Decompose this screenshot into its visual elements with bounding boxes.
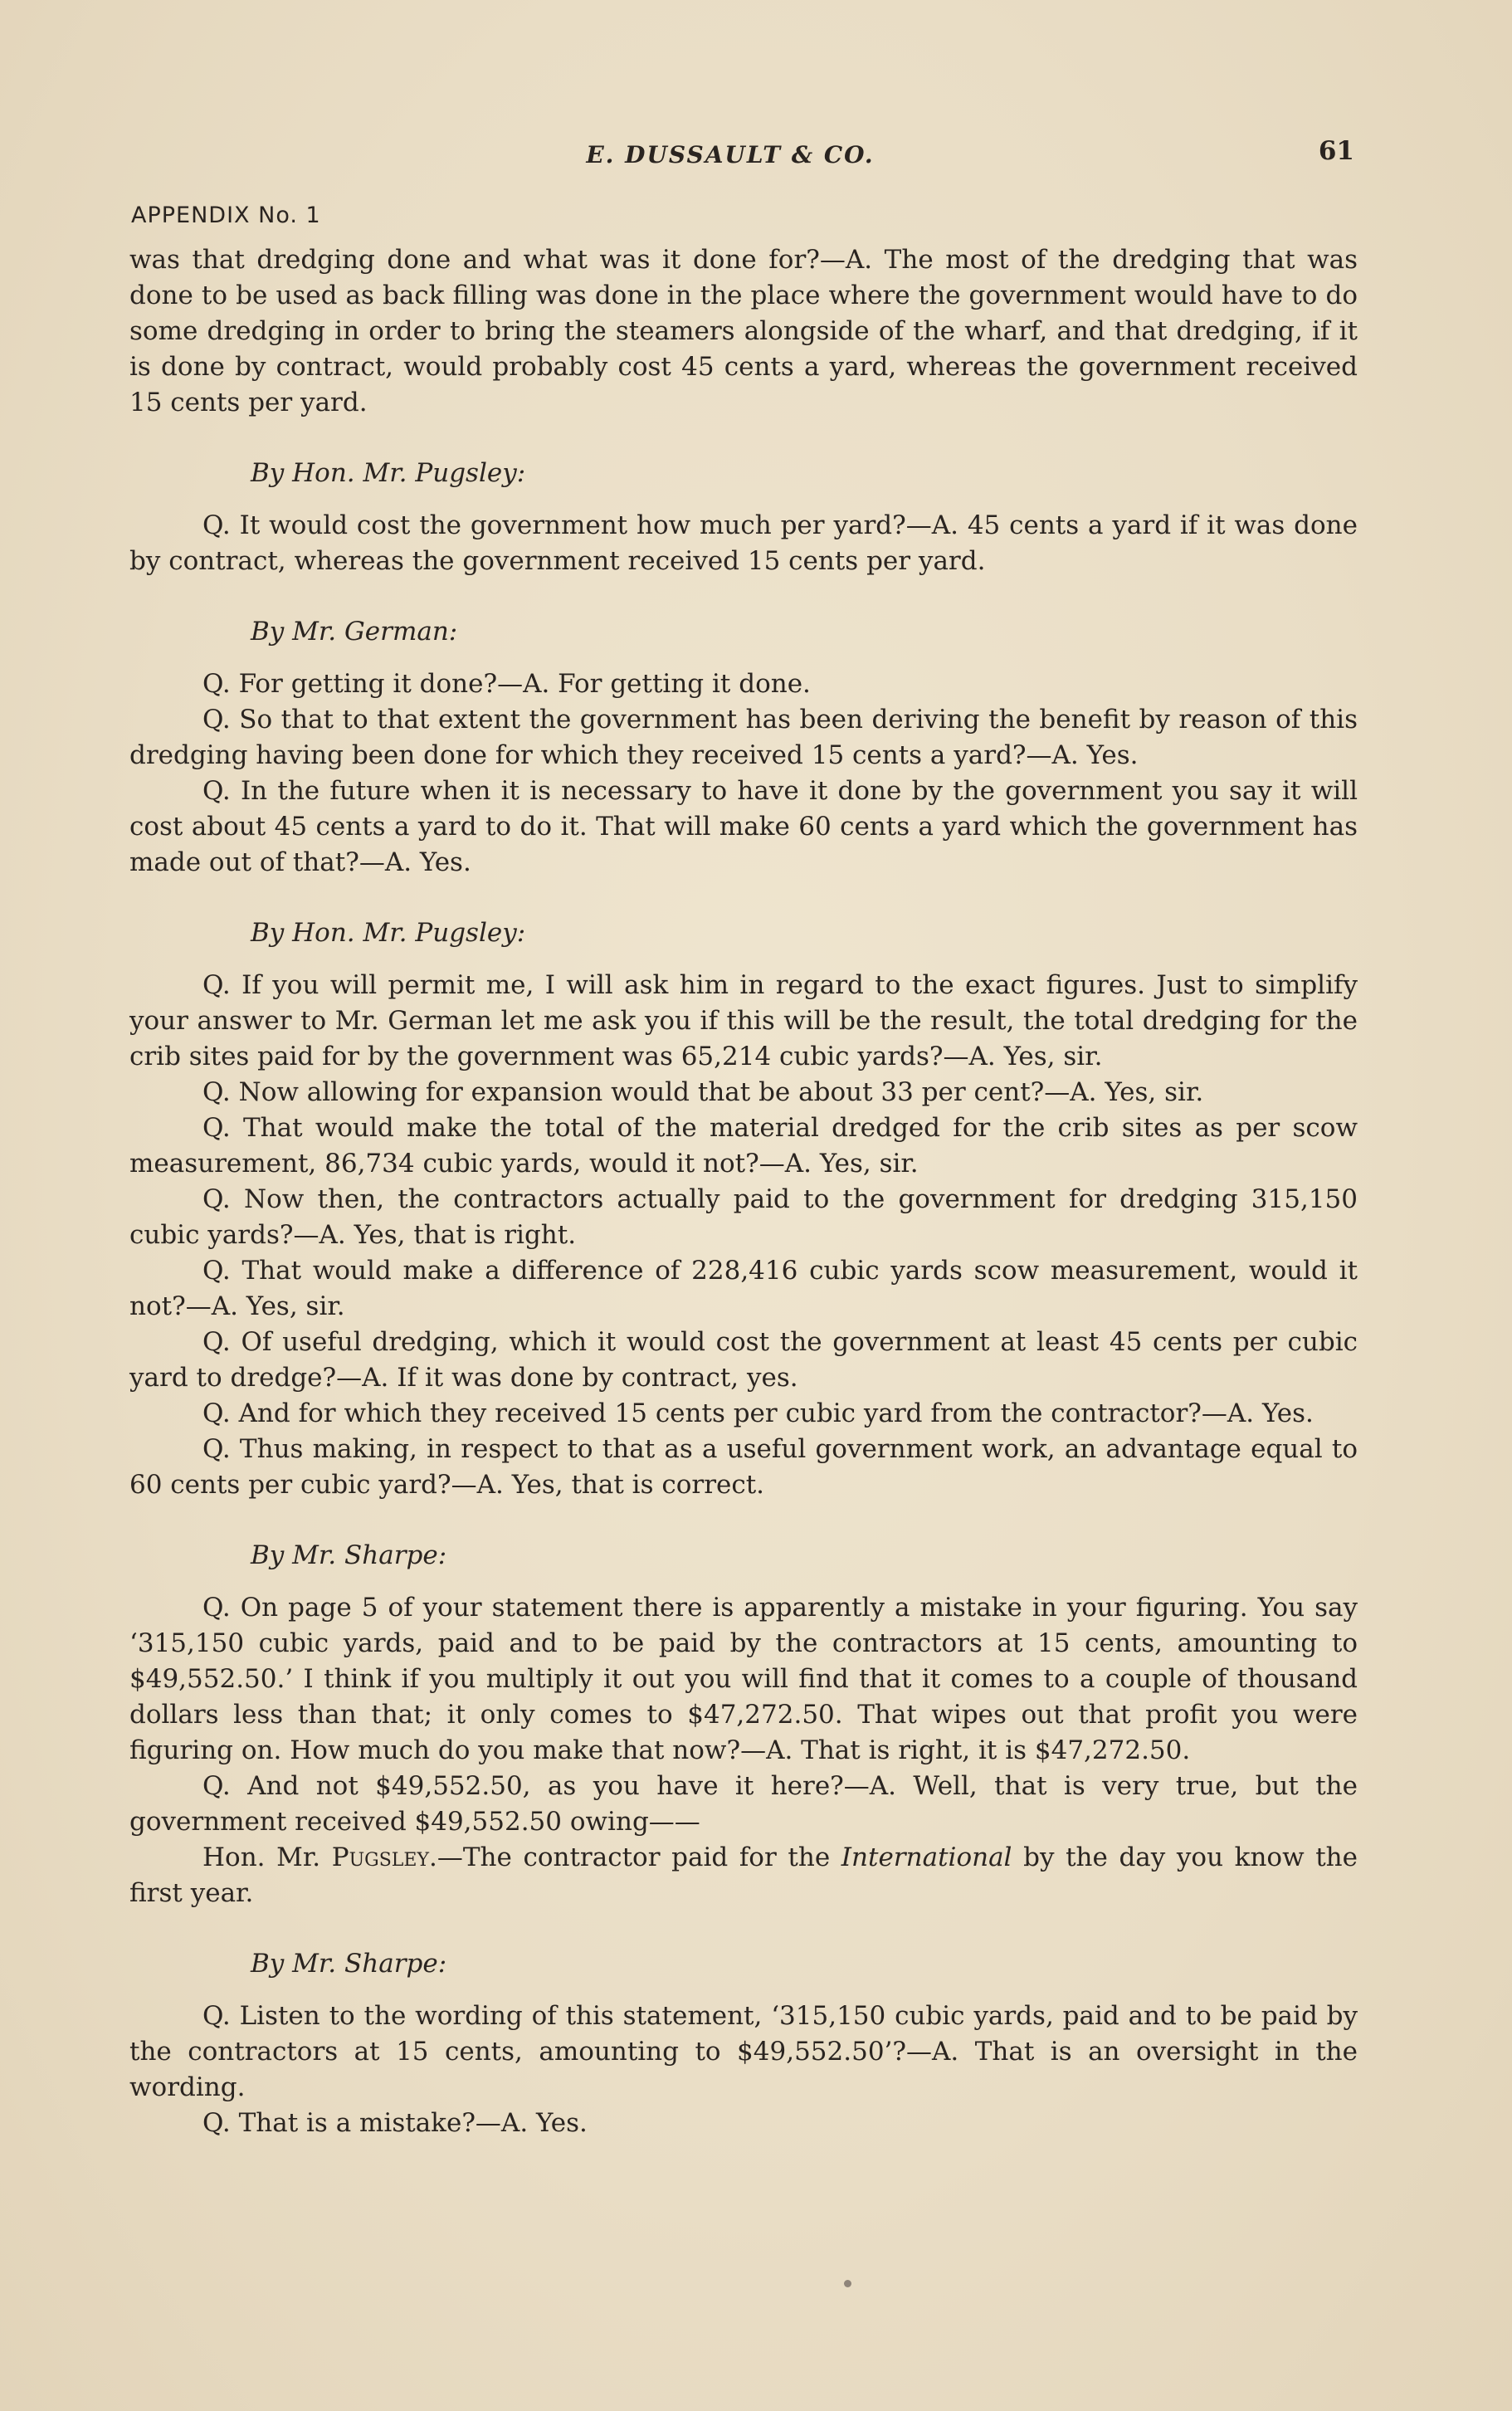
body-paragraph: Q. For getting it done?—A. For getting it done. <box>202 669 811 699</box>
body-paragraph: was that dredging done and what was it done for?—A. The most of the dredging that was done to be used as back filling was done in the place where the government would have to do some dredging in order to bring the steamers alongside of the wharf, and that dredging, if it is done by contract, would probably cost 45 cents a yard, whereas the government received 15 cents per yard. <box>129 245 1358 417</box>
speaker-heading: By Hon. Mr. Pugsley: <box>251 458 526 488</box>
speaker-heading: By Mr. Sharpe: <box>251 1949 447 1979</box>
vessel-name: International <box>841 1842 1012 1872</box>
body-paragraph: Q. That would make a difference of 228,416 cubic yards scow measurement, would it not?—A. Yes, sir. <box>129 1256 1358 1321</box>
interjection-prefix: Hon. Mr. <box>202 1842 332 1872</box>
body-paragraph: Q. Now allowing for expansion would that be about 33 per cent?—A. Yes, sir. <box>202 1077 1204 1107</box>
speaker-heading: By Mr. German: <box>251 617 458 647</box>
body-paragraph: Q. It would cost the government how much per yard?—A. 45 cents a yard if it was done by contract, whereas the government received 15 cents per yard. <box>129 510 1358 576</box>
running-head <box>0 134 1512 176</box>
page-body <box>129 242 1358 2141</box>
body-paragraph: Q. Listen to the wording of this statement, ‘315,150 cubic yards, paid and to be paid by the contractors at 15 cents, amounting to $49,552.50’?—A. That is an oversight in the wording. <box>129 2001 1358 2102</box>
running-title: E. DUSSAULT & CO. <box>586 141 875 168</box>
body-paragraph: Q. Now then, the contractors actually paid to the government for dredging 315,150 cubic yards?—A. Yes, that is right. <box>129 1184 1358 1250</box>
body-paragraph: Q. That is a mistake?—A. Yes. <box>202 2108 588 2138</box>
speaker-heading: By Mr. Sharpe: <box>251 1540 447 1570</box>
body-paragraph: Q. Of useful dredging, which it would cost the government at least 45 cents per cubic yard to dredge?—A. If it was done by contract, yes. <box>129 1327 1358 1393</box>
body-paragraph: Q. On page 5 of your statement there is apparently a mistake in your figuring. You say ‘315,150 cubic yards, paid and to be paid by the contractors at 15 cents, amounting to $49,552.50.’ I think if you multiply it out you will find that it comes to a couple of thousand dollars less than that; it only comes to $47,272.50. That wipes out that profit you were figuring on. How much do you make that now?—A. That is right, it is $47,272.50. <box>129 1593 1358 1765</box>
body-paragraph: Q. In the future when it is necessary to have it done by the government you say it will cost about 45 cents a yard to do it. That will make 60 cents a yard which the government has made out of that?—A. Yes. <box>129 776 1358 877</box>
interjection-text: .—The contractor paid for the <box>429 1842 841 1872</box>
speaker-heading: By Hon. Mr. Pugsley: <box>251 918 526 948</box>
interjection-text-end: by the day you know the first year. <box>129 1842 1358 1908</box>
body-paragraph: Q. And for which they received 15 cents per cubic yard from the contractor?—A. Yes. <box>202 1398 1314 1428</box>
ink-mark <box>844 2280 851 2287</box>
body-paragraph: Q. Thus making, in respect to that as a useful government work, an advantage equal to 60 cents per cubic yard?—A. Yes, that is correct. <box>129 1434 1358 1500</box>
interjection-speaker-name: Pugsley <box>331 1842 430 1872</box>
appendix-label: APPENDIX No. 1 <box>131 203 321 228</box>
interjection-paragraph <box>129 1840 1358 1911</box>
body-paragraph: Q. That would make the total of the material dredged for the crib sites as per scow measurement, 86,734 cubic yards, would it not?—A. Yes, sir. <box>129 1113 1358 1179</box>
body-paragraph: Q. And not $49,552.50, as you have it here?—A. Well, that is very true, but the government received $49,552.50 owing—— <box>129 1771 1358 1837</box>
body-paragraph: Q. So that to that extent the government has been deriving the benefit by reason of this dredging having been done for which they received 15 cents a yard?—A. Yes. <box>129 705 1358 770</box>
page-number: 61 <box>1318 136 1354 166</box>
body-paragraph: Q. If you will permit me, I will ask him in regard to the exact figures. Just to simplify your answer to Mr. German let me ask you if this will be the result, the total dredging for the crib sites paid for by the government was 65,214 cubic yards?—A. Yes, sir. <box>129 970 1358 1071</box>
